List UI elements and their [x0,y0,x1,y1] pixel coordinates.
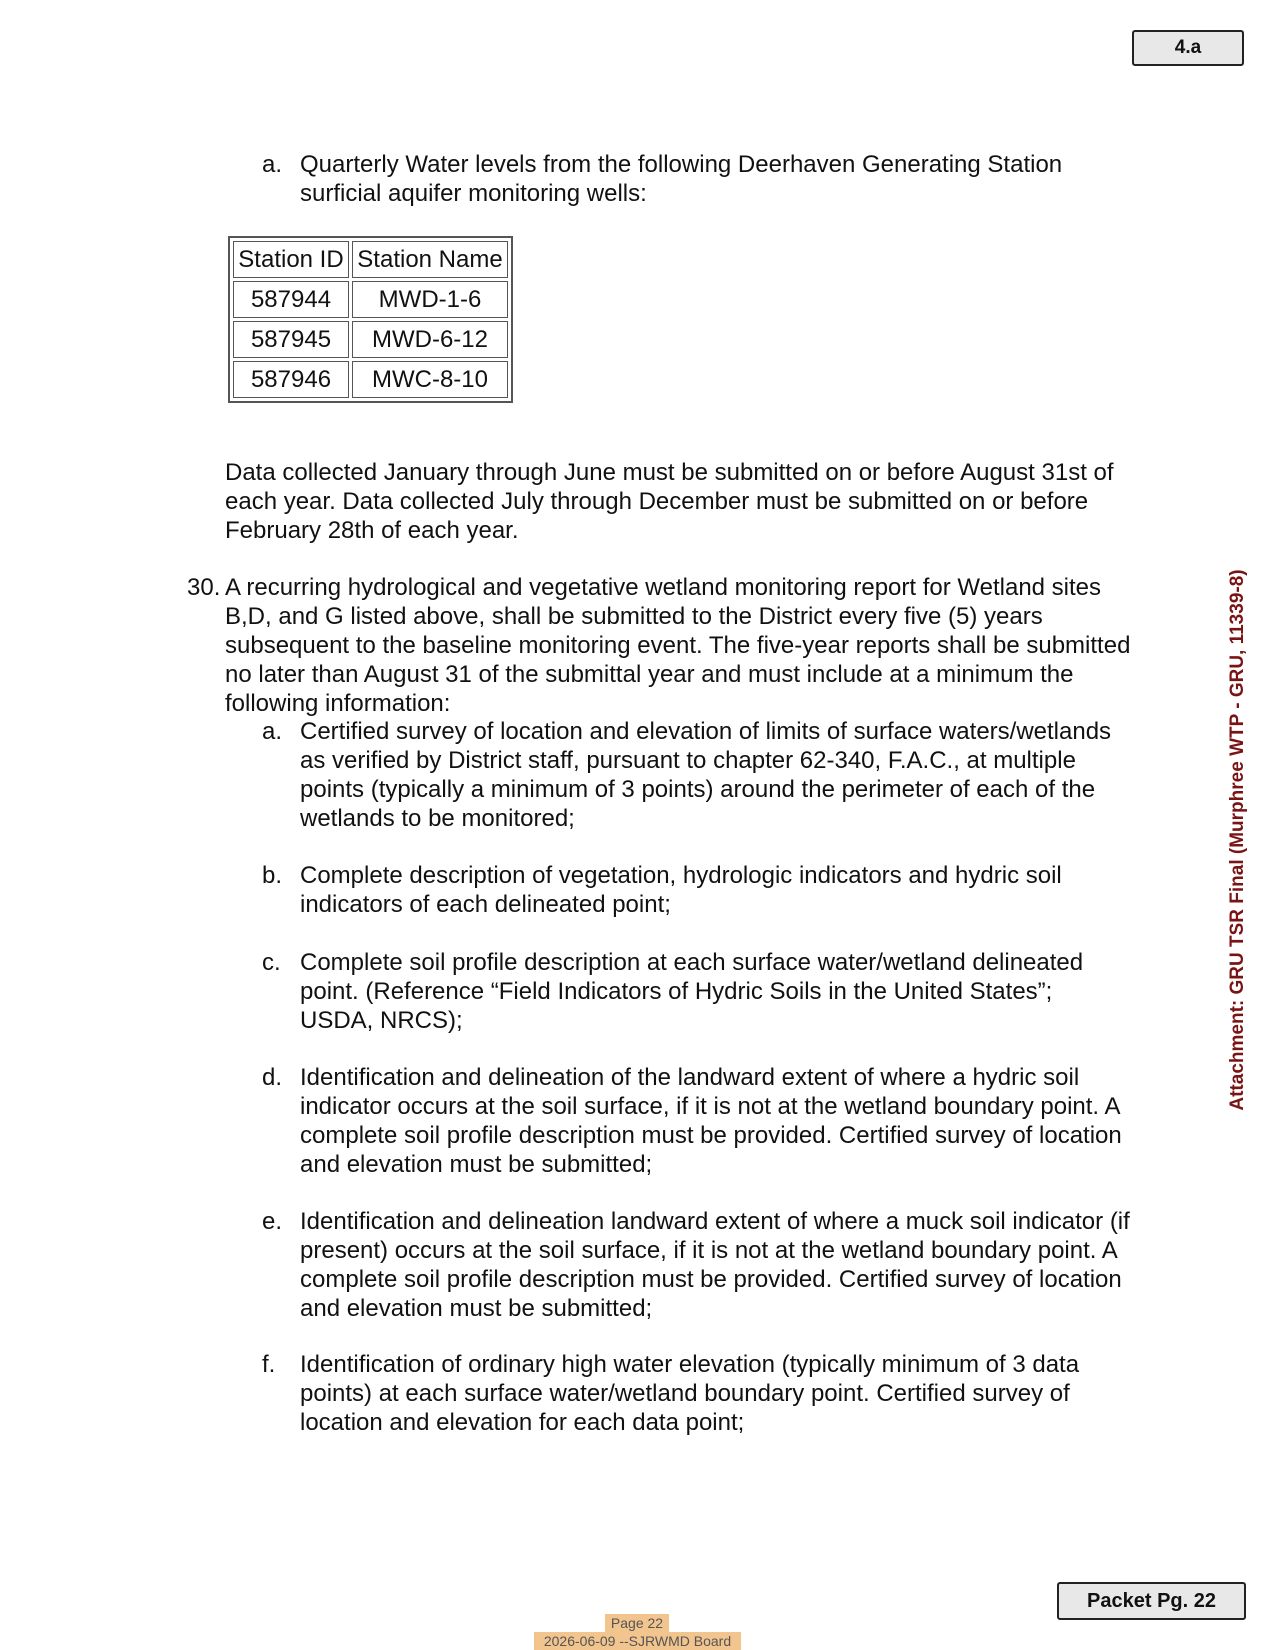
list-item-30-monitoring-report [187,573,1137,718]
list-item-text: Certified survey of location and elevation of limits of surface waters/wetlands as verified by District staff, pursuant to chapter 62-340, F.A.C., at multiple points (typically a minimum of 3 points) around the perimeter of each of the wetlands to be monitored; [300,718,1112,832]
station-id-cell: 587944 [233,281,349,318]
list-marker: a. [262,151,283,178]
station-table [228,236,513,403]
list-marker: e. [262,1208,283,1235]
station-name-cell: MWD-1-6 [352,281,508,318]
station-id-cell: 587945 [233,321,349,358]
list-marker: 30. [187,574,221,601]
table-header-row [233,241,508,278]
packet-page-box: Packet Pg. 22 [1057,1582,1246,1620]
list-marker: d. [262,1064,283,1091]
sub-item-f [262,1350,1132,1437]
list-item-text: Quarterly Water levels from the following Deerhaven Generating Station surficial aquifer monitoring wells: [300,151,1063,207]
list-item-text: Identification and delineation of the landward extent of where a hydric soil indicator occurs at the soil surface, if it is not at the wetland boundary point. A complete soil profile description must be provided. Certified survey of location and elevation must be submitted; [300,1064,1122,1178]
attachment-side-label: Attachment: GRU TSR Final (Murphree WTP - GRU, 11339-8) [1227,569,1248,1111]
column-header-station-name: Station Name [352,241,508,278]
list-marker: a. [262,718,283,745]
attachment-tag: 4.a [1132,30,1244,66]
station-name-cell: MWD-6-12 [352,321,508,358]
list-item-text: Identification of ordinary high water elevation (typically minimum of 3 data points) at each surface water/wetland boundary point. Certified survey of location and elevation for each data point; [300,1351,1080,1436]
station-name-cell: MWC-8-10 [352,361,508,398]
table-row [233,321,508,358]
list-item-text: Identification and delineation landward extent of where a muck soil indicator (if present) occurs at the soil surface, if it is not at the wetland boundary point. A complete soil profile description must be provided. Certified survey of location and elevation must be submitted; [300,1208,1130,1322]
sub-item-e [262,1207,1132,1323]
list-marker: c. [262,949,281,976]
list-marker: f. [262,1351,276,1378]
sub-item-b [262,861,1132,919]
station-id-cell: 587946 [233,361,349,398]
list-item-text: Complete soil profile description at each surface water/wetland delineated point. (Reference “Field Indicators of Hydric Soils in the United States”; USDA, NRCS); [300,949,1084,1034]
list-item-text: Complete description of vegetation, hydrologic indicators and hydric soil indicators of each delineated point; [300,862,1062,918]
list-marker: b. [262,862,283,889]
list-item-a-water-levels [262,150,1132,208]
sub-item-c [262,948,1132,1035]
footer-meeting-label: 2026-06-09 --SJRWMD Board [534,1632,741,1650]
list-item-text: A recurring hydrological and vegetative wetland monitoring report for Wetland sites B,D, and G listed above, shall be submitted to the District every five (5) years subsequent to the baseline monitoring event. The five-year reports shall be submitted no later than August 31 of the submittal year and must include at a minimum the following information: [225,574,1131,717]
sub-item-d [262,1063,1132,1179]
column-header-station-id: Station ID [233,241,349,278]
table-row [233,361,508,398]
table-row [233,281,508,318]
sub-item-a [262,717,1132,833]
submission-note: Data collected January through June must be submitted on or before August 31st of each year. Data collected July through December must be submitted on or before February 28th of each year. [225,459,1114,544]
footer-page-number: Page 22 [605,1614,669,1632]
